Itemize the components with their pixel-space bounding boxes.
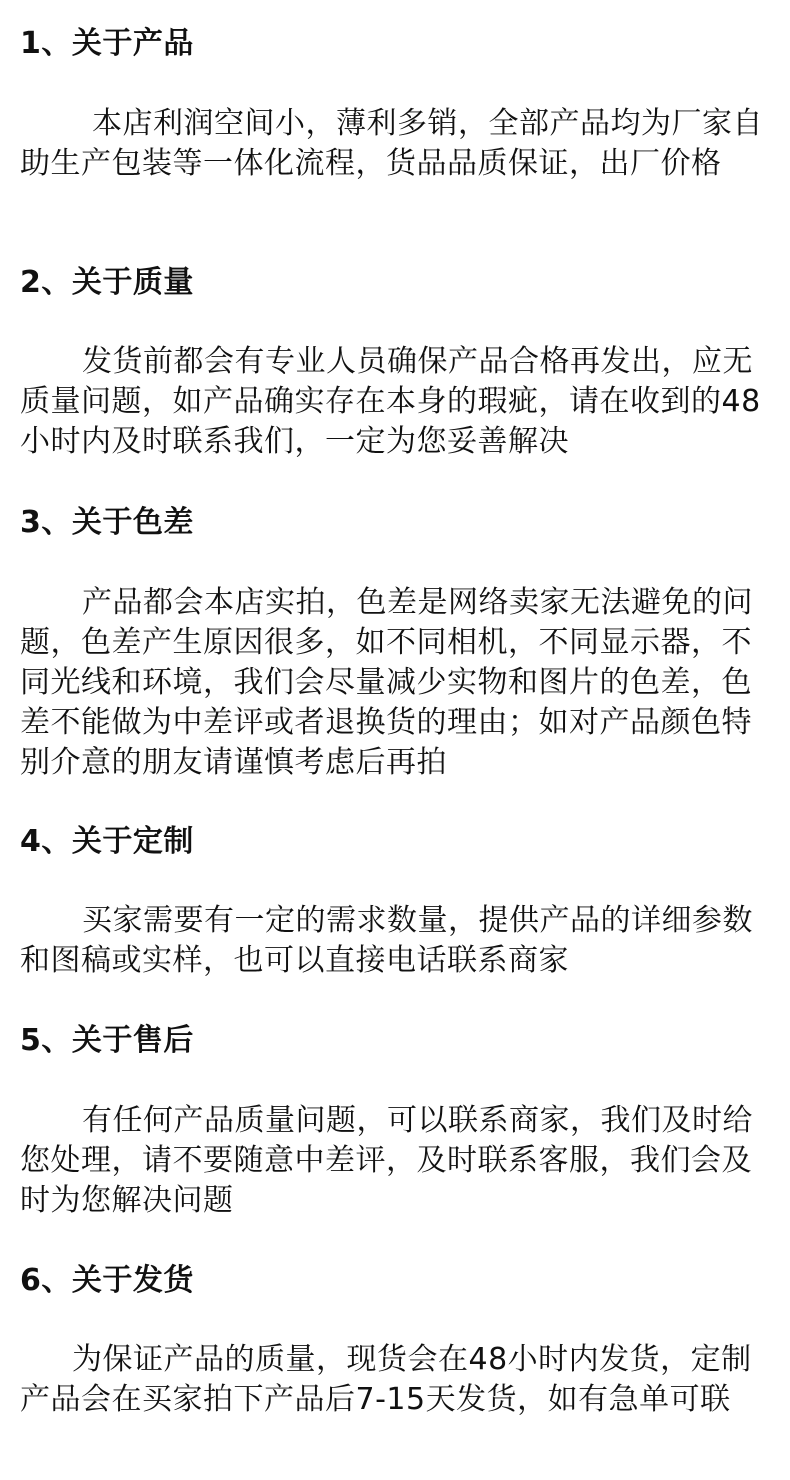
section-heading-quality: 2、关于质量 (20, 265, 194, 300)
section-heading-after-sales: 5、关于售后 (20, 1023, 194, 1058)
section-heading-shipping: 6、关于发货 (20, 1263, 194, 1298)
section-body-color-difference: 产品都会本店实拍，色差是网络卖家无法避免的问题，色差产生原因很多，如不同相机，不同显示器，不同光线和环境，我们会尽量减少实物和图片的色差，色差不能做为中差评或者退换货的理由；如对产品颜色特别介意的朋友请谨慎考虑后再拍 (20, 585, 753, 780)
section-body-shipping: 为保证产品的质量，现货会在48小时内发货，定制产品会在买家拍下产品后7-15天发货，如有急单可联 (20, 1342, 752, 1417)
section-body-quality: 发货前都会有专业人员确保产品合格再发出，应无质量问题，如产品确实存在本身的瑕疵，请在收到的48小时内及时联系我们，一定为您妥善解决 (20, 344, 761, 459)
section-heading-product: 1、关于产品 (20, 26, 194, 61)
section-body-customization: 买家需要有一定的需求数量，提供产品的详细参数和图稿或实样，也可以直接电话联系商家 (20, 903, 753, 978)
section-body-product: 本店利润空间小，薄利多销，全部产品均为厂家自助生产包装等一体化流程，货品品质保证，出厂价格 (20, 106, 763, 181)
section-heading-customization: 4、关于定制 (20, 824, 194, 859)
section-heading-color-difference: 3、关于色差 (20, 505, 194, 540)
section-body-after-sales: 有任何产品质量问题，可以联系商家，我们及时给您处理，请不要随意中差评，及时联系客服，我们会及时为您解决问题 (20, 1103, 753, 1218)
